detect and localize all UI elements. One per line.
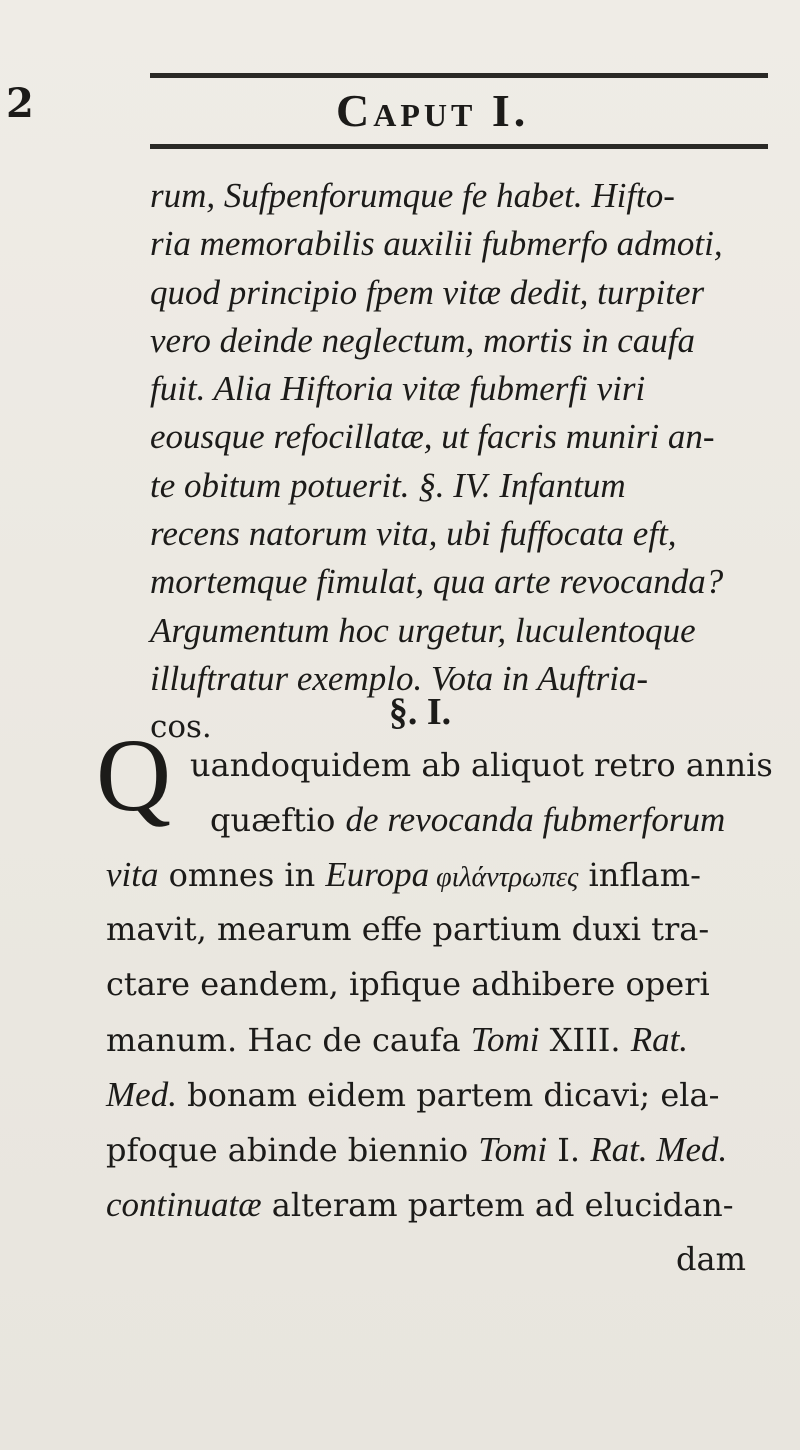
body-line: quæftio de revocanda fubmerforum [210,800,726,839]
body-line: mavit, mearum effe partium duxi tra- [106,910,710,948]
body-line: pfoque abinde biennio Tomi I. Rat. Med. [106,1130,728,1169]
summary-line: ria memorabilis auxilii fubmerfo admoti, [150,224,723,264]
summary-paragraph [150,172,790,752]
summary-line: quod principio fpem vitæ dedit, turpiter [150,272,705,312]
body-line: uandoquidem ab aliquot retro annis [190,746,773,784]
page-number: 2 [6,80,34,127]
summary-line: te obitum potuerit. §. IV. Infantum [150,465,626,505]
summary-line: illuftratur exemplo. Vota in Auftria- [150,658,649,698]
catchword: dam [676,1240,746,1278]
summary-line: rum, Sufpenforumque fe habet. Hifto- [150,176,675,215]
summary-line: recens natorum vita, ubi fuffocata eft, [150,514,677,554]
header-rule-bottom [150,144,768,149]
body-line: manum. Hac de caufa Tomi XIII. Rat. [106,1020,689,1059]
section-heading: §. I. [388,691,452,733]
header-rule-top [150,73,768,78]
body-line: ctare eandem, ipfique adhibere operi [106,965,710,1003]
drop-cap-letter: Q [96,718,172,833]
running-head: Caput I. [336,85,530,136]
summary-line: eousque refocillatæ, ut facris muniri an- [150,417,715,457]
summary-line: fuit. Alia Hiftoria vitæ fubmerfi viri [150,369,646,409]
summary-line: cos. [150,709,212,746]
summary-line: vero deinde neglectum, mortis in caufa [150,320,695,360]
body-line: vita omnes in Europa φιλάντρωπες inflam- [106,855,701,894]
summary-line: mortemque fimulat, qua arte revocanda? [150,562,724,602]
body-line: Med. bonam eidem partem dicavi; ela- [106,1075,720,1114]
body-line: continuatæ alteram partem ad elucidan- [106,1185,734,1224]
summary-line: Argumentum hoc urgetur, luculentoque [150,610,696,650]
